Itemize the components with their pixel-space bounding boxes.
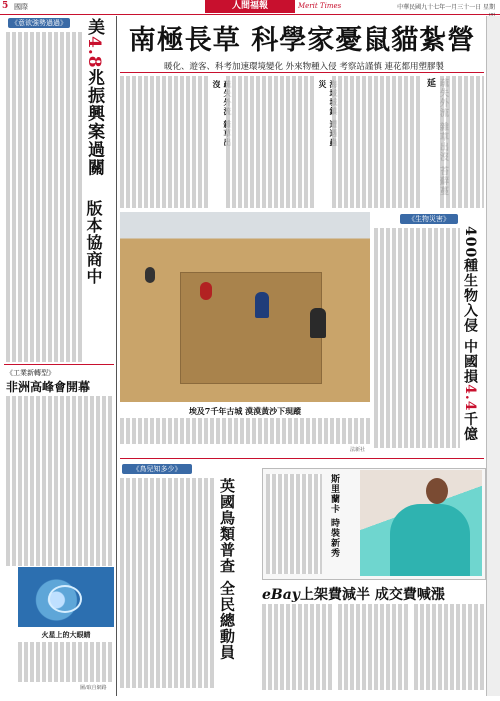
mars-crater [48, 585, 82, 613]
lead-side-head-3: 災 [318, 80, 328, 89]
fashion-body [266, 474, 322, 574]
ebay-body-1 [262, 604, 332, 690]
lead-body-col-3 [332, 76, 420, 208]
lead-subhead: 暖化、遊客、科考加速環境變化 外來物種入侵 考察站謹慎 連花都用塑膠製 [163, 62, 445, 72]
issue-date: 中華民國九十七年一月三十一日 星期 [397, 4, 495, 11]
lead-headline: 南極長草 科學家憂鼠貓紮營 [128, 25, 476, 56]
lead-body-col-2 [226, 76, 316, 208]
model-dress [390, 504, 470, 576]
headline-bill: 兆振興案過關 [84, 68, 104, 177]
mars-photo [18, 567, 114, 627]
ebay-body-2 [338, 604, 408, 690]
lead-body-col-4 [440, 76, 484, 208]
lead-body-col-1 [120, 76, 210, 208]
headline-amount: 4.8 [84, 36, 104, 69]
headline-us: 美 [84, 18, 104, 36]
masthead-english: Merit Times [298, 2, 342, 10]
bird-body [120, 478, 216, 688]
lead-rule [120, 72, 484, 73]
africa-summit-headline: 非洲高峰會開幕 [6, 380, 91, 394]
vertical-divider-left [116, 16, 117, 696]
tag-birds: 《鳥兒知多少》 [122, 464, 192, 474]
lead-side-head-1: 沒 [212, 80, 222, 89]
worker-4 [145, 267, 155, 283]
species-headline [462, 226, 478, 456]
species-body [374, 228, 460, 448]
lead-side-head-right: 延 [425, 78, 435, 88]
species-headline-1: 400種生物入侵 [462, 226, 478, 334]
ebay-headline [262, 584, 484, 604]
species-headline-2: 中國損 [462, 339, 478, 385]
section-label: 國際 [14, 3, 28, 11]
page-number: 5 [2, 1, 9, 11]
divider [4, 364, 114, 365]
bird-headline: 英國鳥類普查 全民總動員 [218, 478, 236, 661]
worker-3 [200, 282, 212, 300]
mars-credit: 圖/取自網路 [80, 685, 107, 691]
mid-rule [120, 458, 484, 459]
ebay-headline-rest: 上架費減半 成交費喊漲 [299, 587, 445, 603]
model-head [426, 478, 448, 504]
worker-1 [255, 292, 269, 318]
edge-strip [486, 16, 500, 696]
photo-credit: 法新社 [350, 447, 366, 453]
species-headline-3: 千億 [462, 411, 478, 442]
ebay-brand: eBay [262, 587, 300, 603]
ebay-body-3 [414, 604, 484, 690]
mars-caption: 火星上的大眼睛 [41, 630, 91, 639]
species-headline-num: 4.4 [462, 384, 478, 412]
fashion-photo [360, 470, 482, 576]
excavation-photo [120, 212, 370, 402]
page-header [0, 0, 500, 15]
left-body-text-2 [6, 396, 114, 566]
stimulus-subheadline: 版本協商中 [84, 200, 103, 285]
tag-stimulus: 《意欲強勢過過》 [8, 18, 70, 28]
photo-caption-body [120, 418, 370, 444]
fashion-headline: 斯里蘭卡 時裝新秀 [329, 474, 339, 559]
mars-caption-body [18, 642, 114, 682]
tag-industry: 《工業新轉型》 [6, 369, 55, 377]
tag-bio-disaster: 《生物災害》 [400, 214, 458, 224]
worker-2 [310, 308, 326, 338]
masthead-logo: 人間福報 [205, 0, 295, 13]
photo-caption: 埃及7千年古城 漠漠黃沙下現蹤 [188, 406, 302, 416]
left-body-text-1 [6, 32, 82, 362]
